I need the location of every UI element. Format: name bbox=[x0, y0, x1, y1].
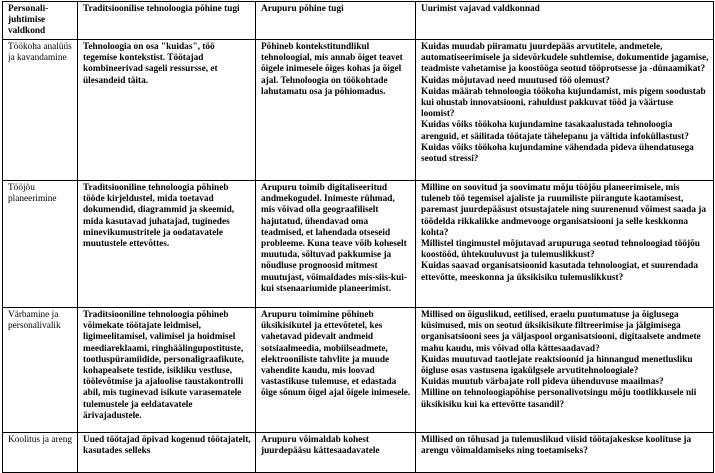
row-research bbox=[416, 308, 714, 433]
row-traditional-text: Traditsiooniline tehnoloogia põhineb võimekate töötajate leidmisel, ligimeelitamisel, valimisel ja hoidmisel meediareklaami, ringhäälingupostituste, tootluspüramiidide, personaligraafikute, kohapealsete testide, isikliku vestluse, töölevõtmise ja ajaloolise taustakontrolli abil, mis tuginevad isikute varasematele tulemustele ja eeldatavatele ärivajadustele. bbox=[83, 310, 244, 421]
row-traditional bbox=[78, 181, 256, 308]
research-question: Kuidas muutuvad taotlejate reaktsioonid ja hinnangud menetlusliku õigluse osas vastusena igakülgsele arvutitehnoloogiale? bbox=[421, 354, 693, 377]
research-question: Milline on soovitud ja soovimatu mõju tööjõu planeerimisele, mis tuleneb töö tegemisel ajaliste ja ruumiliste piirangute kaotamisest, paremast juurdepääsust otsustajatele ning suurenenud võimest saada ja töödelda rikkalikke andmevooge organisatsiooni ja selle keskkonna kohta? bbox=[421, 183, 707, 238]
row-traditional bbox=[78, 40, 256, 181]
row-traditional-text: Uued töötajad õpivad kogenud töötajatelt, kasutades selleks bbox=[83, 435, 251, 457]
research-question: Kuidas võiks töökoha kujundamine vähendada pideva ühendatusega seotud stressi? bbox=[421, 142, 694, 165]
row-area bbox=[3, 40, 78, 181]
research-question: Milline on tehnoloogiapõhise personalivotsingu mõju tootlikkusele nii üksikisiku kui ka ettevõtte tasandil? bbox=[421, 388, 697, 410]
row-cloud bbox=[256, 433, 416, 473]
row-area-text: Tööjõu planeerimine bbox=[8, 183, 57, 205]
research-question: Kuidas muutub värbajate roll pideva ühenduvuse maailmas? bbox=[421, 377, 664, 388]
row-cloud bbox=[256, 40, 416, 181]
research-question: Millised on õiguslikud, eetilised, eraelu puutumatuse ja õiglusega küsimused, mis on seotud üksikisikute filtreerimise ja jälgimisega organisatsiooni sees ja väljaspool organisatsiooni, digitaalsete andmete mahu kaudu, mis võivad olla kättesaadavad? bbox=[421, 310, 701, 354]
row-area bbox=[3, 181, 78, 308]
row-traditional-text: Tehnoloogia on osa "kuidas", töö tegemise kontekstist. Töötajad kombineerivad sageli ressursse, et ülesandeid täita. bbox=[83, 42, 218, 86]
row-area-text: Värbamine ja personalivalik bbox=[8, 310, 61, 332]
header-cloud: Arupuru põhine tugi bbox=[256, 2, 416, 40]
table-row bbox=[3, 433, 714, 473]
row-traditional-text: Traditsiooniline tehnoloogia põhineb tööde kirjeldustel, mida toetavad dokumendid, diagrammid ja skeemid, mida kasutavad juhatajad, tuginedes minevikumustritele ja oodatavatele muutustele ettevõttes. bbox=[83, 183, 235, 250]
hr-technology-table bbox=[2, 1, 714, 473]
table-header-row bbox=[3, 2, 714, 40]
row-area-text: Töökoha analüüs ja kavandamine bbox=[8, 42, 72, 64]
table-row bbox=[3, 181, 714, 308]
row-cloud bbox=[256, 308, 416, 433]
row-cloud bbox=[256, 181, 416, 308]
row-area bbox=[3, 433, 78, 473]
research-question: Kuidas muudab piiramatu juurdepääs arvutitele, andmetele, automatiseerimisele ja sidevõrkudele suhtlemise, dokumentide jagamise, teadmiste vahetamise ja koostööga seotud tööprotsesse ja -dünaamikat? bbox=[421, 42, 709, 75]
row-traditional bbox=[78, 308, 256, 433]
row-cloud-text: Arupuru toimib digitaliseeritud andmekogudel. Inimeste rühmad, mis võivad olla geograafiliselt hajutatud, ühendavad oma teadmised, et lahendada otseseid probleeme. Kuna teave võib koheselt muutuda, sõltuvad pakkumise ja nõudluse prognoosid mitmest muutujast, võimaldades mis-siis-kui-kui stsenaariumide planeerimist. bbox=[261, 183, 407, 294]
row-area bbox=[3, 308, 78, 433]
row-research bbox=[416, 433, 714, 473]
research-question: Millised on tõhusad ja tulemuslikud viisid töötajakeskse koolituse ja arengu võimaldamiseks ning toetamiseks? bbox=[421, 435, 692, 457]
research-question: Kuidas määrab tehnoloogia töökoha kujundamist, mis pigem soodustab kui ohustab innovatsiooni, rahuldust pakkuvat tööd ja väärtuse loomist? bbox=[421, 86, 706, 120]
row-cloud-text: Põhineb kontekstitundlikul tehnoloogial, mis annab õiget teavet õigele inimesele õiges kohas ja õigel ajal. Tehnoloogia on töökohtade lahutamatu osa ja põhiomadus. bbox=[261, 42, 403, 97]
research-question: Kuidas saavad organisatsioonid kasutada tehnoloogiat, et suurendada ettevõtte, meeskonna ja üksikisiku tulemuslikkust? bbox=[421, 261, 698, 283]
research-question: Millistel tingimustel mõjutavad arupuruga seotud tehnoloogiad tööjõu koostööd, ühtekuuluvust ja tulemuslikkust? bbox=[421, 239, 700, 261]
table-row bbox=[3, 40, 714, 181]
row-area-text: Koolitus ja areng bbox=[8, 435, 73, 445]
row-cloud-text: Arupuru võimaldab kohest juurdepääsu kättesaadavatele bbox=[261, 435, 380, 457]
row-research bbox=[416, 181, 714, 308]
row-cloud-text: Arupuru toimimine põhineb üksikisikutel ja ettevõtetel, kes vahetavad pidevalt andmeid sotsiaalmeedia, mobiilseadmete, elektrooniliste tahvlite ja muude vahendite kaudu, mis loovad vastastikuse tulemuse, et edastada õige sõnum õigel ajal õigele inimesele. bbox=[261, 310, 411, 399]
header-area: Personali-juhtimise valdkond bbox=[3, 2, 78, 40]
header-traditional: Traditsioonilise tehnoloogia põhine tugi bbox=[78, 2, 256, 40]
row-traditional bbox=[78, 433, 256, 473]
table-row bbox=[3, 308, 714, 433]
research-question: Kuidas mõjutavad need muutused töö olemust? bbox=[421, 75, 610, 86]
header-research: Uurimist vajavad valdkonnad bbox=[416, 2, 714, 40]
row-research bbox=[416, 40, 714, 181]
research-question: Kuidas võiks töökoha kujundamine tasakaalustada tehnoloogia arenguid, et säilitada töötajate tähelepanu ja vältida infoküllastust? bbox=[421, 120, 689, 142]
